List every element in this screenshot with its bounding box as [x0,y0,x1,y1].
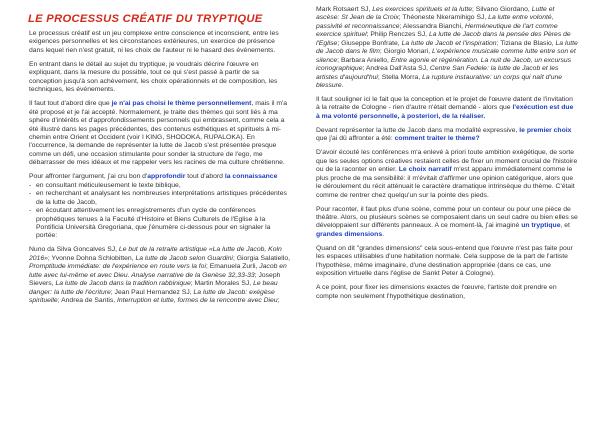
references-continued: Mark Rotsaert SJ, Les exercices spirituels et la lutte; Silvano Giordano, Lutte et ascèse: St Jean de la Croix; Théoneste Nkeramihigo SJ, La lutte entre volonté, passivité et reconnaissance; Alessandra Bianchi, Herméneutique de l'art comme exercice spirituel; Philip Renczes SJ, La lutte de Jacob dans la pensée des Pères de l'Eglise; Giuseppe Bonfrate, La lutte de Jacob et l'inspiration; Tiziana de Blasio, La lutte de Jacob dans le film; Giorgio Monari, L'expérience musicale comme lutte entre son et silence; Barbara Aniello, Entre agonie et régénération. La nuit de Jacob, un excursus iconographique; Andrea Dall'Asta SJ, Centre San Fedele: la lutte de Jacob et les artistes d'aujourd'hui; Stella Morra, La rupture instaurative: un corps qui naît d'une blessure. [316,6,578,90]
list-item: - en consultant méticuleusement le texte biblique, [29,182,291,190]
highlight-not-chosen: je n'ai pas choisi le thème personnellement [111,100,252,108]
intro-paragraph: Le processus créatif est un jeu complexe entre conscience et inconscient, entre les exigences personnelles et les circonstances extérieures, un exercice de présence dans lequel rien n'est gratuit, ni les choix de l'auteur ni le hasard des événements. [29,30,279,54]
list-item: - en écoutant attentivement les enregistrements d'un cycle de conférences prophétiques tenues à la Faculté d'Histoire et Biens Culturels de l'Eglise à la Pontificia Università Gregoriana, que j'énumère ci-dessous pour en signaler la portée: [29,207,291,241]
highlight-execution: l'exécution est due à ma volonté personnelle, à posteriori, de la réaliser. [316,104,574,120]
highlight-connaissance: la connaissance [224,173,278,181]
narrative-paragraph: D'avoir écouté les conférences m'a enlevé à priori toute ambition exégétique, de sorte que les seules options créatives restaient celles de fixer un moment crucial de l'histoire ou de la raconter en entier. Le choix narratif m'est apparu immédiatement comme le plus proche de ma sensibilité: il m'évitait d'affirmer une opinion catégorique, alors que le déroulement du récit atténuait le caractère dramatique intrinsèque du thème. C'était comme de rentrer chez quelqu'un sur la pointe des pieds. [316,149,578,199]
highlight-first-choice: le premier choix [519,126,572,134]
dimensions-paragraph: Quand on dit "grandes dimensions" cela sous-entend que l'œuvre n'est pas faite pour les espaces utilisables d'une habitation normale. Cela suppose de la part de l'artiste l'hypothèse, même imaginaire, d'une destination appropriée (dans ce cas, une exposition virtuelle dans l'église de Sankt Peter à Cologne). [316,244,573,278]
first-choice-paragraph: Devant représenter la lutte de Jacob dans ma modalité expressive, le premier choix que j'ai dû affronter a été: comment traiter le thème? [316,126,572,143]
method-list [29,182,291,241]
page-title: LE PROCESSUS CRÉATIF DU TRYPTIQUE [28,13,263,25]
highlight-question: comment traiter le thème? [394,135,480,143]
approach-paragraph: Pour affronter l'argument, j'ai cru bon d'approfondir tout d'abord la connaissance [29,173,278,181]
left-column [29,30,291,311]
highlight-approfondir: approfondir [147,173,186,181]
detail-paragraph: En entrant dans le détail au sujet du tryptique, je voudrais décrire l'œuvre en expliquant, dans la mesure du possible, tout ce qui s'est passé à partir de sa conception jusqu'à son achèvement, les choix opérationnels et de composition, les techniques, les événements. [29,60,278,94]
references-paragraph: Nuno da Silva Goncalves SJ, Le but de la retraite artistique «La lutte de Jacob, Koln 2016»; Yvonne Dohna Schlobitten, La lutte de Jacob selon Guardini; Giorgia Salatiello, Promptitude immédiate: de l'expérience en route vers la foi; Emanuela Zurli, Jacob en lutte avec lui-même et avec Dieu. Analyse narrative de la Genèse 32,33-33; Joseph Sievers, La lutte de Jacob dans la tradition rabbinique; Martin Morales SJ, Le beau danger: la lutte de l'écriture; Jean Paul Hernandez SJ, La lutte de Jacob: exégèse spirituelle; Andrea de Santis, Interruption et lutte, formes de la rencontre avec Dieu; [29,246,290,305]
execution-paragraph: Il faut souligner ici le fait que la conception et le projet de l'œuvre datent de l'invitation à la retraite de Cologne - rien d'autre n'était demandé - alors que l'exécution est due à ma volonté personnelle, à posteriori, de la réaliser. [316,96,574,120]
list-item: - en recherchant et analysant les nombreuses interprétations artistiques précédentes de la lutte de Jacob, [29,190,291,207]
tryptique-paragraph: Pour raconter, il faut plus d'une scène, comme pour un conteur ou pour une pièce de théâtre. Alors, ou plusieurs scènes se composaient dans un seul cadre ou bien elles se développaient sur différents panneaux. A ce moment-là, j'ai imaginé un tryptique, et grandes dimensions. [316,205,578,238]
highlight-narrative: Le choix narratif [398,166,452,174]
right-column [316,6,578,307]
highlight-tryptique: un tryptique [521,222,561,230]
theme-paragraph: Il faut tout d'abord dire que je n'ai pas choisi le thème personnellement, mais il m'a été proposé et je l'ai accepté. Normalement, je traite des thèmes qui sont liés à ma sphère d'intérêts et d'approfondissements personnels qui embrassent, comme cela a été illustré dans les pages précédentes, des contenus esthétiques et spirituels à mi-chemin entre Orient et Occident (voir I KING, SHODOKA, RUPALOKA). En l'occurrence, la demande de représenter la lutte de Jacob s'est présentée presque comme un défi, une occasion stimulante pour sonder la structure de l'ego, me débarrasser de mes idéaux et me rappeler vers les racines de ma culture chrétienne. [29,100,288,167]
highlight-dimensions: grandes dimensions [316,230,383,238]
closing-paragraph: A ce point, pour fixer les dimensions exactes de l'œuvre, l'artiste doit prendre en compte non seulement l'hypothétique destination, [316,284,557,300]
